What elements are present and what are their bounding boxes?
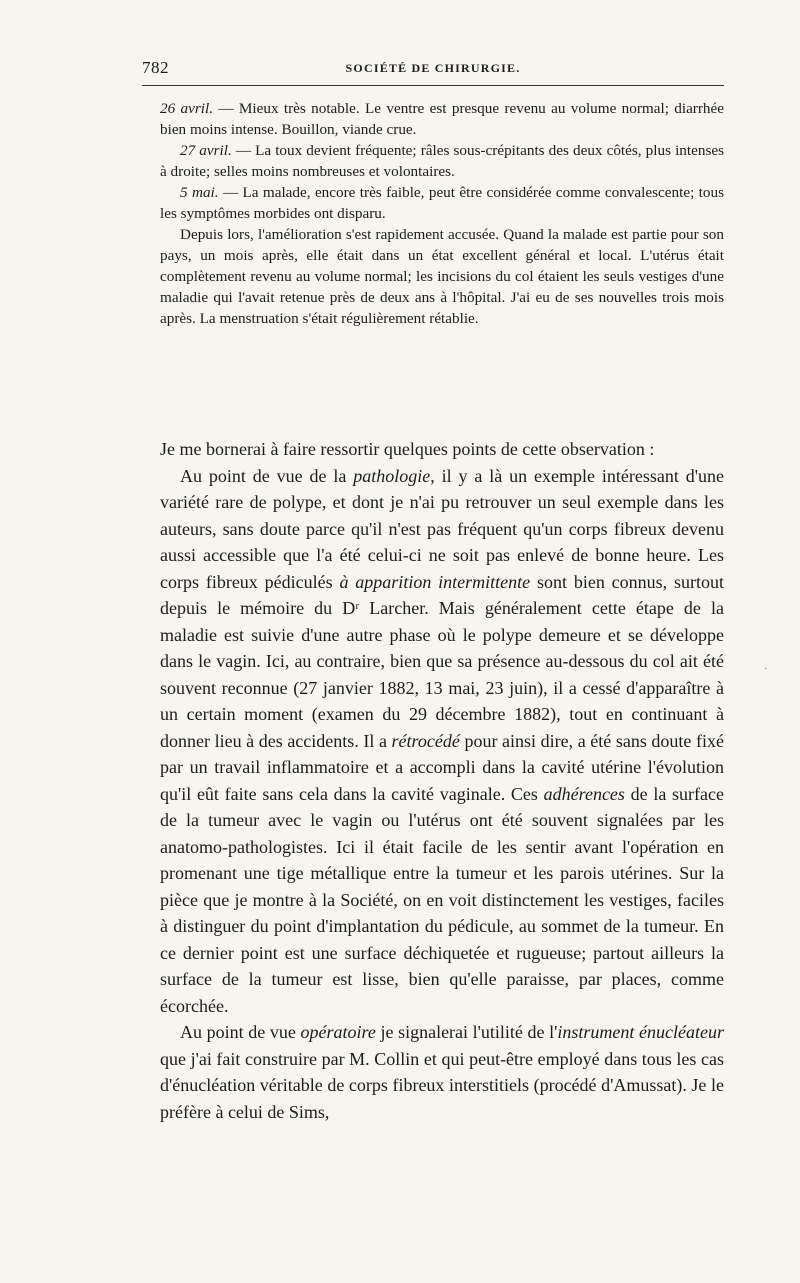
emphasis: pathologie bbox=[353, 465, 431, 486]
text-run: , il y a là un exemple intéressant d'une variété rare de polype, et dont je n'ai pu retrouver un seul exemple dans les auteurs, sans doute parce qu'il n'est pas fréquent qu'un corps fibreux devenu aussi accessible que l'a été celui-ci ne soit pas enlevé de bonne heure. Les corps fibreux pédiculés bbox=[160, 465, 724, 592]
date-label: 27 avril. bbox=[180, 142, 232, 159]
note-text: — La malade, encore très faible, peut être considérée comme convalescente; tous les symptômes morbides ont disparu. bbox=[160, 184, 725, 222]
emphasis: instrument énucléateur bbox=[557, 1022, 724, 1042]
emphasis: à apparition intermittente bbox=[339, 571, 531, 592]
text-run: pour ainsi dire, a été sans doute fixé par un travail inflammatoire et a accompli dans la cavité utérine l'évolution qu'il eût faite sans cela dans la cavité vaginale. Ces bbox=[160, 730, 725, 804]
case-notes bbox=[160, 98, 724, 329]
text-run: Au point de vue de la bbox=[180, 465, 354, 486]
note-text: — La toux devient fréquente; râles sous-crépitants des deux côtés, plus intenses à droite; selles moins nombreuses et volontaires. bbox=[160, 142, 725, 180]
text-run: de la surface de la tumeur avec le vagin ou l'utérus ont été souvent signalées par les anatomo-pathologistes. Ici il était facile de les sentir avant l'opération en promenant une tige métallique entre la tumeur et les parois utérines. Sur la pièce que je montre à la Société, on en voit distinctement les vestiges, faciles à distinguer du point d'implantation du pédicule, au sommet de la tumeur. En ce dernier point est une surface déchiquetée et rugueuse; partout ailleurs la surface de la tumeur est lisse, bien qu'elle paraisse, par places, comme écorchée. bbox=[160, 783, 724, 1016]
note-text: — Mieux très notable. Le ventre est presque revenu au volume normal; diarrhée bien moins intense. Bouillon, viande crue. bbox=[160, 100, 724, 138]
note-5-mai bbox=[160, 182, 724, 224]
note-26-avril bbox=[160, 98, 724, 140]
text-run: je signalerai l'utilité de l' bbox=[375, 1022, 558, 1042]
note-27-avril bbox=[160, 140, 724, 182]
pathology-paragraph bbox=[160, 463, 724, 1020]
page-number: 782 bbox=[142, 58, 169, 77]
emphasis: rétrocédé bbox=[391, 730, 460, 751]
text-run: sont bien connus, surtout depuis le mémoire du Dʳ Larcher. Mais généralement cette étape de la maladie est suivie d'une autre phase où le polype demeure et se développe dans le vagin. Ici, au contraire, bien que sa présence au-dessous du col ait été souvent reconnue (27 janvier 1882, 13 mai, 23 juin), il a cessé d'apparaître à un certain moment (examen du 29 décembre 1882), tout en continuant à donner lieu à des accidents. Il a bbox=[160, 571, 724, 751]
emphasis: opératoire bbox=[300, 1022, 376, 1042]
text-run: Au point de vue bbox=[180, 1022, 301, 1042]
discussion bbox=[160, 436, 724, 1125]
date-label: 5 mai. bbox=[180, 184, 219, 201]
header-rule bbox=[142, 85, 724, 86]
note-follow-up: Depuis lors, l'amélioration s'est rapidement accusée. Quand la malade est partie pour son pays, un mois après, elle était dans un état excellent général et local. L'utérus était complètement revenu au volume normal; les incisions du col étaient les seuls vestiges d'une maladie qui l'avait retenue près de deux ans à l'hôpital. J'ai eu de ses nouvelles trois mois après. La menstruation s'était régulièrement rétablie. bbox=[160, 226, 724, 327]
date-label: 26 avril. bbox=[160, 100, 214, 117]
page-header bbox=[142, 58, 724, 82]
running-head: SOCIÉTÉ DE CHIRURGIE. bbox=[345, 61, 521, 75]
intro-paragraph: Je me bornerai à faire ressortir quelques points de cette observation : bbox=[160, 439, 655, 459]
text-run: que j'ai fait construire par M. Collin et qui peut-être employé dans tous les cas d'énucléation véritable de corps fibreux interstitiels (procédé d'Amussat). Je le préfère à celui de Sims, bbox=[160, 1048, 724, 1122]
operative-paragraph bbox=[160, 1019, 724, 1125]
margin-speck: · bbox=[764, 664, 768, 675]
emphasis: adhérences bbox=[543, 783, 625, 804]
